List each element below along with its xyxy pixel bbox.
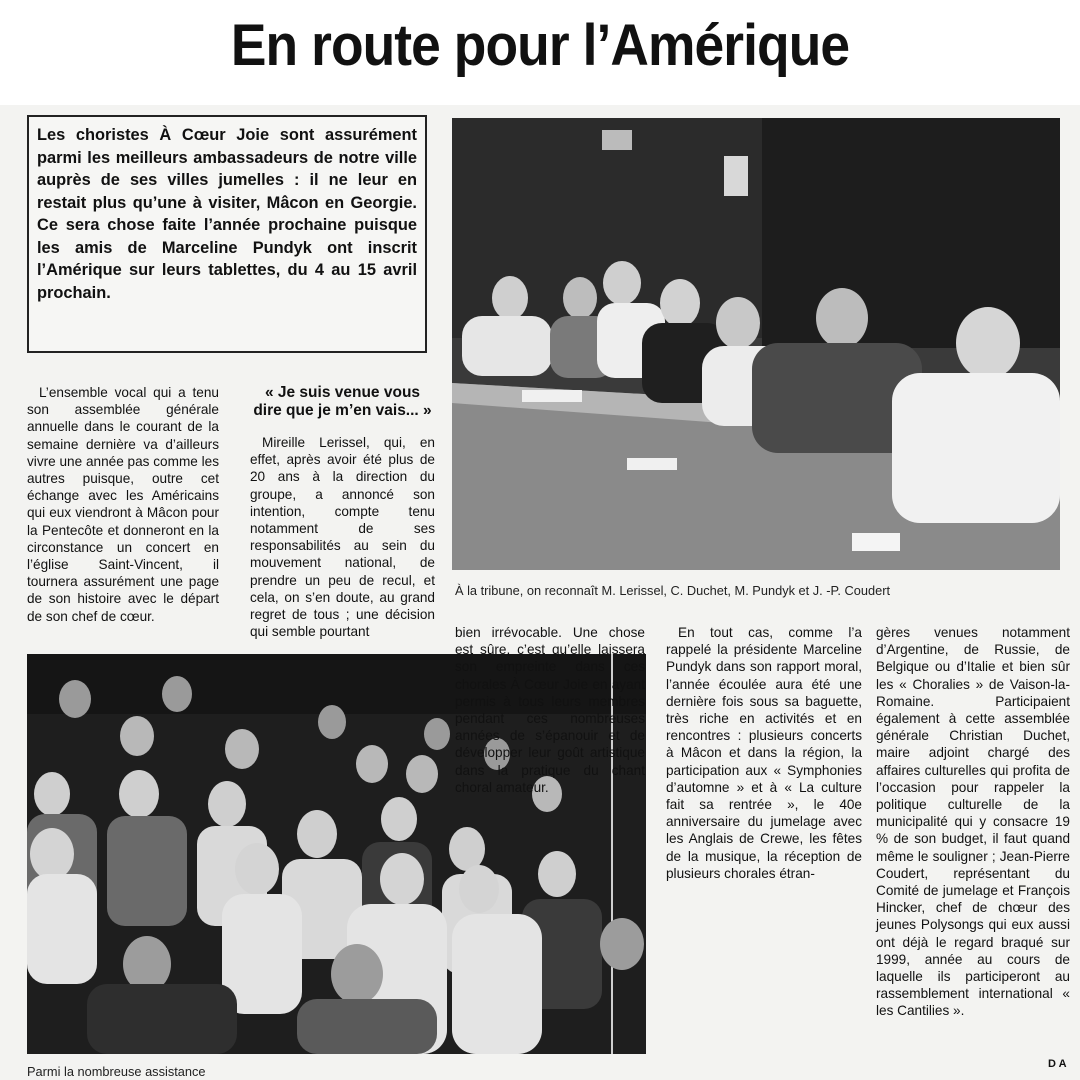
photo-caption-tribune: À la tribune, on reconnaît M. Lerissel, C. Duchet, M. Pundyk et J. -P. Coudert — [455, 583, 891, 598]
photo-caption-audience: Parmi la nombreuse assistance — [27, 1064, 206, 1079]
article-column-4 — [666, 624, 862, 882]
article-column-2 — [250, 384, 435, 640]
tribune-photo-image — [452, 118, 1060, 570]
article-column-3 — [455, 624, 645, 796]
paragraph: L’ensemble vocal qui a tenu son assemblée générale annuelle dans le courant de la semaine dernière va d’ailleurs vivre une année pas comme les autres puisque, outre cet échange avec les Américains qui eux viendront à Mâcon pour la Pentecôte et donneront en la circonstance un concert en l’église Saint-Vincent, il tournera assurément une page de son histoire avec le départ de son chef de cœur. — [27, 385, 219, 624]
tribune-photo — [452, 118, 1060, 570]
paragraph: gères venues notamment d’Argentine, de Russie, de Belgique ou d’Italie et bien sûr les « Choralies » de Vaison-la-Romaine. Participaient également à cette assemblée générale Christian Duchet, maire adjoint chargé des affaires culturelles qui profita de l’occasion pour rappeler la politique culturelle de la municipalité qui y consacre 19 % de son budget, il faut quand même le souligner ; Jean-Pierre Coudert, représentant du Comité de jumelage et François Hincker, chef de chœur des jeunes Polysongs qui eux aussi ont déjà le regard braqué sur 1999, année au cours de laquelle ils participeront au rassemblement international « les Cantilies ». — [876, 625, 1070, 1019]
paragraph: En tout cas, comme l’a rappelé la présidente Marceline Pundyk dans son rapport moral, l’année écoulée aura été une dernière fois sous sa baguette, très riche en activités et en rencontres : plusieurs concerts à Mâcon et dans la région, la participation aux « Symphonies d’automne » et à « La culture fait sa rentrée », le 40e anniversaire du jumelage avec les Anglais de Crewe, les fêtes de la musique, la réception de plusieurs chorales étran- — [666, 625, 862, 881]
page-marker: D A — [1048, 1058, 1067, 1070]
paragraph: Mireille Lerissel, qui, en effet, après avoir été plus de 20 ans à la direction du groupe, a annoncé son intention, compte tenu notamment de ses responsabilités au sein du mouvement national, de prendre un peu de recul, et cela, on s’en doute, au grand regret de tous ; une décision qui semble pourtant — [250, 435, 435, 640]
article-column-1 — [27, 384, 219, 625]
paragraph: bien irrévocable. Une chose est sûre, c’est qu’elle laissera son empreinte dans ces chorales À Cœur Joie en ayant permis à tous leurs membres pendant ces nombreuses années de s’épanouir et de développer leur goût artistique dans la pratique du chant choral amateur. — [455, 625, 645, 795]
intro-box: Les choristes À Cœur Joie sont assurément parmi les meilleurs ambassadeurs de notre ville auprès de ses villes jumelles : il ne leur en restait plus qu’une à visiter, Mâcon en Georgie. Ce sera chose faite l’année prochaine puisque les amis de Marceline Pundyk ont inscrit l’Amérique sur leurs tablettes, du 4 au 15 avril prochain. — [27, 115, 427, 353]
headline: En route pour l’Amérique — [230, 13, 850, 78]
subheading: « Je suis venue vous dire que je m’en vais... » — [253, 384, 432, 419]
article-column-5 — [876, 624, 1070, 1020]
